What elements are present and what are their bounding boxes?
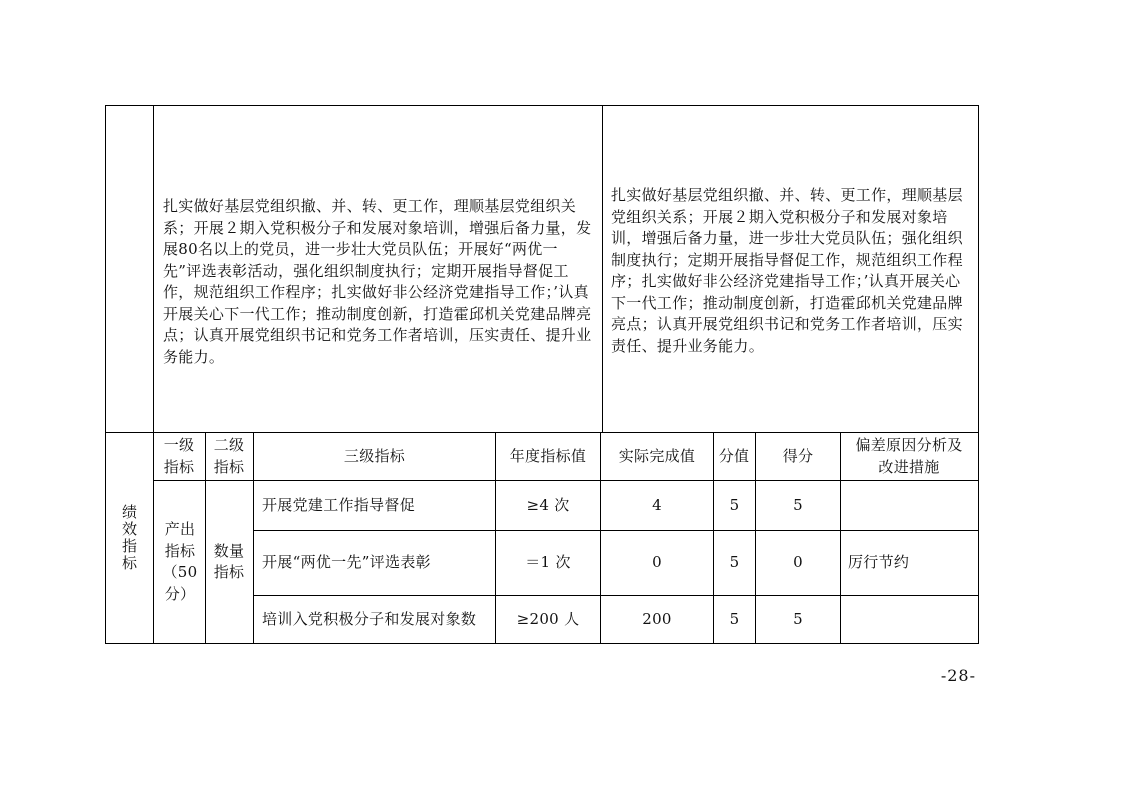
indicator-text: 开展党建工作指导督促 [262,495,416,514]
table-row-score [756,531,840,595]
table-row-target [496,596,600,643]
actual-text: 4 [652,495,662,514]
table-border [205,432,206,644]
score-text: 5 [793,495,803,514]
header-weight [718,433,750,480]
table-border [153,105,154,644]
header-level3 [254,433,495,480]
table-row-target [496,531,600,595]
table-row-deviation [848,596,974,643]
table-row-target [496,481,600,530]
score-text: 5 [793,609,803,628]
table-row-actual [601,531,713,595]
table-row-score [756,596,840,643]
row-label: 绩效指标 [120,504,138,572]
table-row-deviation [848,481,974,530]
header-level1 [159,433,199,480]
table-border [602,105,603,432]
header-level2 [208,433,250,480]
indicator-text: 开展“两优一先”评选表彰 [262,553,431,572]
header-annual-target-label: 年度指标值 [509,446,587,465]
header-annual-target [496,433,600,480]
table-row-actual [601,596,713,643]
table-border [840,432,841,644]
header-level1-label: 一级指标 [163,436,195,476]
table-border [978,105,979,644]
header-actual-label: 实际完成值 [618,446,696,465]
actual-text: 200 [642,609,672,628]
target-text: ＝1 次 [525,553,571,572]
score-text: 0 [793,553,803,572]
level1-value [160,481,200,643]
level1-value-text: 产出指标（50分） [162,520,198,603]
header-weight-label: 分值 [718,446,750,465]
table-row-indicator [262,481,492,530]
page-number: -28- [940,666,976,685]
table-row-weight [714,481,755,530]
upper-right-text: 扎实做好基层党组织撤、并、转、更工作，理顺基层党组织关系；开展２期入党积极分子和发展对象培训，增强后备力量，进一步壮大党员队伍；强化组织制度执行；定期开展指导督促工作，规范组织工作程序；扎实做好非公经济党建指导工作；’认真开展关心下一代工作；推动制度创新，打造霍邱机关党建品牌亮点；认真开展党组织书记和党务工作者培训，压实责任、提升业务能力。 [611,186,963,355]
table-border [105,105,979,106]
table-border [105,643,979,644]
header-score [756,433,840,480]
weight-text: 5 [729,609,740,628]
row-label-cell [106,433,153,643]
indicator-text: 培训入党积极分子和发展对象数 [262,609,477,628]
target-text: ≥4 次 [526,495,570,514]
level2-value-text: 数量指标 [213,541,245,581]
table-row-indicator [262,596,492,643]
target-text: ≥200 人 [516,609,580,628]
weight-text: 5 [729,495,740,514]
upper-left-text: 扎实做好基层党组织撤、并、转、更工作，理顺基层党组织关系；开展２期入党积极分子和发展对象培训，增强后备力量，发展80名以上的党员，进一步壮大党员队伍；开展好“两优一先”评选表彰活动，强化组织制度执行；定期开展指导督促工作，规范组织工作程序；扎实做好非公经济党建指导工作；’认真开展关心下一代工作；推动制度创新，打造霍邱机关党建品牌亮点；认真开展党组织书记和党务工作者培训，压实责任、提升业务能力。 [163,197,592,366]
header-level2-label: 二级指标 [213,436,245,476]
header-actual [601,433,713,480]
header-deviation [848,433,970,480]
header-level3-label: 三级指标 [343,446,406,465]
table-row-score [756,481,840,530]
deviation-text: 厉行节约 [848,553,910,572]
header-deviation-label: 偏差原因分析及改进措施 [855,436,963,476]
table-row-weight [714,596,755,643]
table-row-indicator [262,531,492,595]
table-row-weight [714,531,755,595]
actual-text: 0 [652,553,662,572]
weight-text: 5 [729,553,740,572]
header-score-label: 得分 [782,446,814,465]
table-row-deviation [848,531,974,595]
table-row-actual [601,481,713,530]
level2-value [210,481,248,643]
